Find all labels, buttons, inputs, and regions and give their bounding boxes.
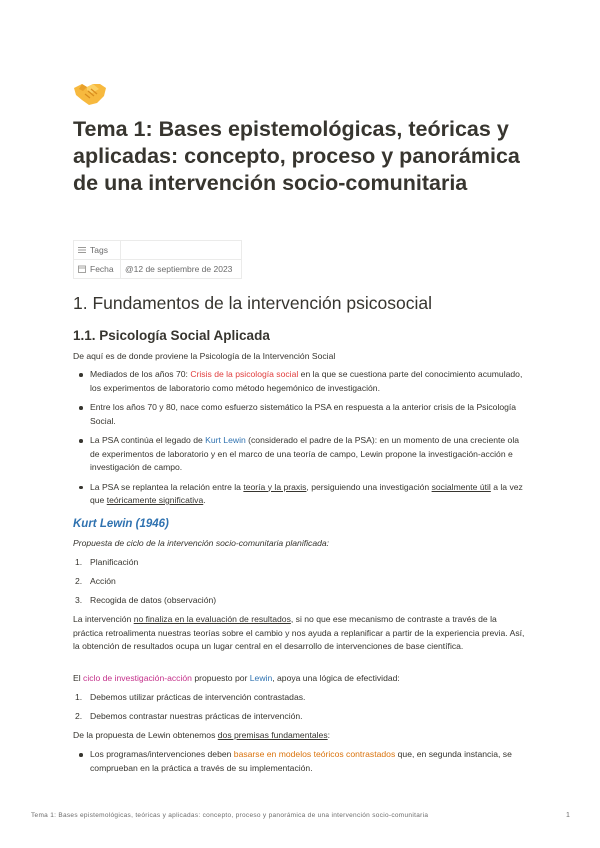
property-key: Tags — [90, 245, 108, 255]
list-item: Los programas/intervenciones deben basarse en modelos teóricos contrastados que, en segunda instancia, se comprueban en la práctica a través de su implementación. — [73, 748, 528, 775]
properties-table — [73, 240, 242, 279]
property-row-tags[interactable] — [74, 241, 242, 260]
property-row-fecha[interactable] — [74, 260, 242, 279]
list-icon — [78, 246, 86, 254]
paragraph-premises: De la propuesta de Lewin obtenemos dos premisas fundamentales: — [73, 730, 331, 740]
premises-list — [73, 748, 528, 775]
property-value[interactable]: @12 de septiembre de 2023 — [121, 260, 242, 279]
paragraph-intervention: La intervención no finaliza en la evaluación de resultados, si no que ese mecanismo de contraste a través de la práctica retroalimenta nuestras teorías sobre el cambio y nos ayuda a replanificar a partir de la experiencia previa. Así, la obtención de resultados ocupa un lugar central en el desarrollo de intervenciones de base científica. — [73, 614, 525, 651]
list-item: Entre los años 70 y 80, nace como esfuerzo sistemático la PSA en respuesta a la anterior crisis de la Psicología Social. — [73, 401, 528, 428]
list-item: La PSA continúa el legado de Kurt Lewin (considerado el padre de la PSA): en un momento de una creciente ola de experimentos de laboratorio y en el marco de una teoría de campo, Lewin propone la investigación-acción e investigación de campo. — [73, 434, 528, 475]
effectiveness-list — [73, 691, 528, 724]
intro-paragraph: De aquí es de donde proviene la Psicología de la Intervención Social — [73, 351, 336, 361]
kurt-lewin-heading: Kurt Lewin (1946) — [73, 518, 169, 530]
list-item: La PSA se replantea la relación entre la teoría y la praxis, persiguiendo una investigación socialmente útil a la vez que teóricamente significativa. — [73, 481, 528, 508]
subsection-heading: 1.1. Psicología Social Aplicada — [73, 328, 270, 343]
section-heading: 1. Fundamentos de la intervención psicosocial — [73, 293, 432, 313]
paragraph-cycle: El ciclo de investigación-acción propuesto por Lewin, apoya una lógica de efectividad: — [73, 673, 400, 683]
list-item: 2. Acción — [75, 576, 116, 586]
cycle-list — [73, 556, 528, 608]
cycle-caption: Propuesta de ciclo de la intervención socio-comunitaria planificada: — [73, 538, 330, 548]
list-item: Mediados de los años 70: Crisis de la psicología social en la que se cuestiona parte del conocimiento acumulado, los experimentos de laboratorio como método hegemónico de investigación. — [73, 368, 528, 395]
list-item: 1. Planificación — [75, 557, 139, 567]
list-item: 3. Recogida de datos (observación) — [75, 595, 217, 605]
list-item: 2. Debemos contrastar nuestras prácticas de intervención. — [75, 711, 303, 721]
page-footer: Tema 1: Bases epistemológicas, teóricas y aplicadas: concepto, proceso y panorámica de una intervención socio-comunitaria — [31, 812, 429, 819]
bullet-list — [73, 368, 528, 508]
property-key: Fecha — [90, 264, 114, 274]
page-number: 1 — [566, 812, 570, 819]
page-title: Tema 1: Bases epistemológicas, teóricas y aplicadas: concepto, proceso y panorámica de una intervención socio-comunitaria — [73, 117, 520, 195]
calendar-icon — [78, 265, 86, 273]
property-value[interactable] — [121, 241, 242, 260]
handshake-icon — [73, 78, 107, 108]
list-item: 1. Debemos utilizar prácticas de intervención contrastadas. — [75, 692, 306, 702]
